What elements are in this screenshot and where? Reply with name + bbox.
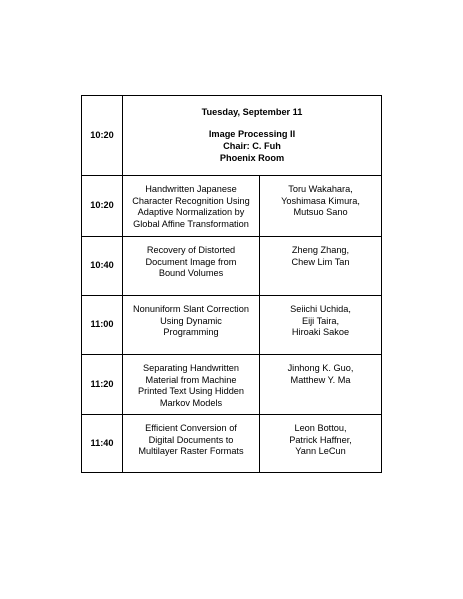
session-title: Image Processing II — [208, 129, 296, 140]
paper-title-line: Printed Text Using Hidden — [137, 386, 245, 397]
paper-title-line: Digital Documents to — [148, 434, 234, 445]
paper-title-line: Separating Handwritten — [142, 363, 240, 373]
paper-authors — [260, 176, 382, 237]
paper-author-line: Patrick Haffner, — [289, 434, 352, 445]
paper-title — [123, 296, 260, 355]
table-row — [82, 355, 382, 415]
paper-title-line: Nonuniform Slant Correction — [133, 304, 249, 314]
paper-title-line: Material from Machine — [145, 374, 237, 385]
session-schedule-table — [81, 95, 382, 473]
paper-author-line: Mutsuo Sano — [293, 207, 348, 218]
session-room: Phoenix Room — [219, 152, 285, 163]
paper-time: 11:20 — [82, 355, 123, 415]
paper-author-line: Leon Bottou, — [294, 423, 347, 433]
paper-author-line: Matthew Y. Ma — [290, 374, 351, 385]
paper-author-line: Zheng Zhang, — [291, 245, 350, 255]
paper-title-line: Markov Models — [159, 397, 223, 408]
paper-title-line: Handwritten Japanese — [145, 184, 237, 194]
paper-time: 10:20 — [82, 176, 123, 237]
paper-author-line: Yann LeCun — [295, 446, 346, 457]
paper-time: 11:40 — [82, 415, 123, 473]
paper-author-line: Eiji Taira, — [301, 315, 340, 326]
paper-title-line: Character Recognition Using — [132, 195, 250, 206]
paper-time: 11:00 — [82, 296, 123, 355]
paper-author-line: Seiichi Uchida, — [290, 304, 351, 314]
table-row — [82, 176, 382, 237]
paper-title-line: Document Image from — [145, 256, 237, 267]
paper-title-line: Programming — [163, 327, 219, 338]
paper-author-line: Yoshimasa Kimura, — [281, 195, 360, 206]
paper-title-line: Efficient Conversion of — [145, 423, 237, 433]
session-header-row — [82, 96, 382, 176]
session-chair: Chair: C. Fuh — [223, 141, 281, 151]
paper-title-line: Global Affine Transformation — [133, 218, 249, 229]
paper-time: 10:40 — [82, 237, 123, 296]
paper-title-line: Recovery of Distorted — [146, 245, 236, 255]
table-row — [82, 237, 382, 296]
session-time: 10:20 — [82, 96, 123, 176]
paper-title-line: Bound Volumes — [158, 268, 224, 279]
paper-author-line: Chew Lim Tan — [291, 256, 350, 267]
paper-authors — [260, 296, 382, 355]
paper-author-line: Jinhong K. Guo, — [287, 363, 354, 373]
paper-title-line: Multilayer Raster Formats — [138, 446, 244, 457]
table-row — [82, 415, 382, 473]
paper-authors — [260, 355, 382, 415]
session-day: Tuesday, September 11 — [201, 106, 303, 117]
session-info — [123, 96, 382, 176]
table-row — [82, 296, 382, 355]
paper-author-line: Toru Wakahara, — [288, 184, 353, 194]
paper-authors — [260, 237, 382, 296]
paper-title — [123, 237, 260, 296]
paper-author-line: Hiroaki Sakoe — [291, 327, 350, 338]
paper-authors — [260, 415, 382, 473]
paper-title — [123, 355, 260, 415]
paper-title — [123, 176, 260, 237]
paper-title-line: Using Dynamic — [160, 315, 222, 326]
paper-title — [123, 415, 260, 473]
paper-title-line: Adaptive Normalization by — [137, 207, 245, 218]
